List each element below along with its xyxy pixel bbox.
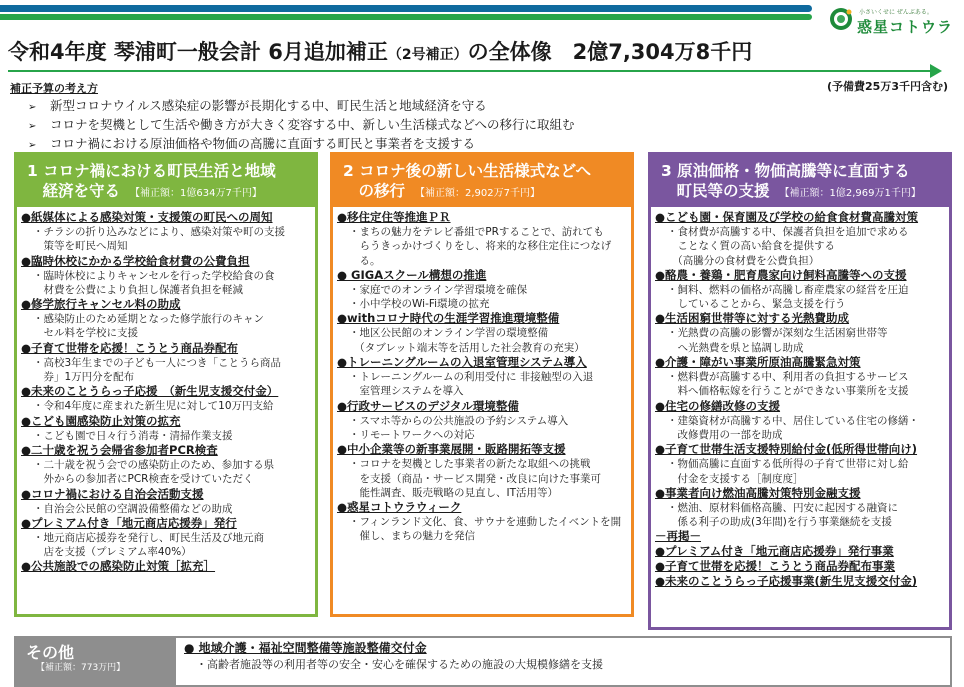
item-detail — [655, 457, 943, 486]
column-amount: 【補正額：1億634万7千円】 — [130, 188, 262, 199]
column-title-line2: 町民等の支援 — [661, 182, 770, 200]
title-paren: （2号補正） — [387, 47, 468, 63]
item-detail-line: ・光熱費の高騰の影響が深刻な生活困窮世帯等 — [667, 327, 888, 340]
column-title-line2: 経済を守る — [27, 182, 121, 200]
other-label-box — [14, 636, 174, 687]
item-heading: ●未来のことうらっ子応援 （新生児支援交付金） — [21, 384, 279, 399]
item-detail-line: ことなく質の高い給食を提供する — [667, 240, 835, 253]
item-detail-line: ・臨時休校によりキャンセルを行った学校給食の食 — [33, 269, 275, 282]
title-main-a: 令和4年度 琴浦町一般会計 6月追加補正 — [8, 40, 388, 64]
item-detail — [21, 312, 309, 341]
item-detail-line: ・自治会公民館の空調設備整備などの助成 — [33, 502, 233, 515]
item-detail-line: ・建築資材が高騰する中、居住している住宅の修繕・ — [667, 414, 919, 427]
item-detail — [21, 429, 309, 443]
item-detail-line: ・二十歳を祝う会での感染防止のため、参加する県 — [33, 458, 275, 471]
item-detail — [655, 414, 943, 443]
item-heading: ●withコロナ時代の生涯学習推進環境整備 — [337, 311, 560, 326]
item-detail-line: ・地区公民館のオンライン学習の環境整備 — [349, 327, 549, 340]
item-heading: ●コロナ禍における自治会活動支援 — [21, 486, 204, 501]
item-detail — [655, 283, 943, 312]
item-detail — [21, 399, 309, 413]
item-detail-line: ・チラシの折り込みなどにより、感染対策や町の支援 — [33, 226, 285, 238]
item-detail — [655, 370, 943, 399]
item-detail-line: ・地元商店応援券を発行し、町民生活及び地元商 — [33, 531, 264, 544]
other-title: その他 — [26, 643, 75, 662]
item-detail-line: していることから、緊急支援を行う — [667, 298, 846, 311]
item-detail-line: ・燃料費が高騰する中、利用者の負担するサービス — [667, 371, 909, 384]
column-title-line1: 2 コロナ後の新しい生活様式などへ — [343, 162, 592, 180]
principle-item: ➢ コロナ禍における原油価格や物価の高騰に直面する町民と事業者を支援する — [28, 135, 575, 154]
item-heading: ●介護・障がい事業所原油高騰緊急対策 — [655, 355, 861, 370]
item-detail-line: ・小中学校のWi-Fi環境の拡充 — [349, 298, 490, 311]
item-detail — [337, 283, 625, 312]
item-detail-line: ・感染防止のため延期となった修学旅行のキャン — [33, 313, 264, 326]
column-title-line2: の移行 — [343, 182, 406, 200]
item-detail-line: （高騰分の食材費を公費負担） — [667, 254, 820, 267]
item-heading: ●生活困窮世帯等に対する光熱費助成 — [655, 311, 850, 326]
item-detail-line: 係る利子の助成(3年間)を行う事業継続を支援 — [667, 516, 892, 529]
item-detail-line: ・こども園で日々行う消毒・清掃作業支援 — [33, 429, 233, 442]
item-detail-line: 催し、まちの魅力を発信 — [349, 530, 475, 543]
item-heading: ●こども園・保育園及び学校の給食食材費高騰対策 — [655, 210, 919, 224]
column-body — [17, 207, 315, 574]
item-heading: ●事業者向け燃油高騰対策特別金融支援 — [655, 485, 861, 500]
item-heading: ●紙媒体による感染対策・支援策の町民への周知 — [21, 210, 273, 224]
principles-list — [28, 97, 575, 154]
item-heading: ●未来のことうらっ子応援事業(新生児支援交付金) — [655, 574, 918, 589]
column-1 — [14, 152, 318, 617]
item-heading: －再掲－ — [655, 529, 701, 544]
top-bar-green — [0, 14, 812, 20]
item-detail-line: 室管理システムを導入 — [349, 385, 464, 398]
item-detail — [21, 225, 309, 254]
item-detail — [21, 502, 309, 516]
item-detail — [337, 370, 625, 399]
item-detail — [337, 414, 625, 443]
item-detail-line: 策等を町民へ周知 — [33, 240, 128, 253]
item-detail-line: ・リモートワークへの対応 — [349, 428, 475, 441]
item-detail — [21, 269, 309, 298]
triangle-right-icon: ➢ — [28, 121, 37, 132]
item-detail-line: らうきっかけづくりをし、将来的な移住定住につなげ — [349, 240, 612, 253]
item-detail-line: ・物価高騰に直面する低所得の子育て世帯に対し給 — [667, 458, 909, 471]
item-heading: ●惑星コトウラウィーク — [337, 500, 462, 515]
item-detail — [337, 225, 625, 268]
item-detail-line: （タブレット端末等を活用した社会教育の充実） — [349, 341, 585, 354]
item-heading: ●移住定住等推進ＰＲ — [337, 210, 451, 224]
item-heading: ●子育て世帯を応援！こうとう商品券配布 — [21, 340, 239, 355]
item-detail — [655, 326, 943, 355]
item-detail-line: を支援（商品・サービス開発・改良に向けた事業可 — [349, 472, 601, 485]
column-title-line1: 3 原油価格・物価高騰等に直面する — [661, 162, 910, 180]
item-detail — [337, 326, 625, 355]
item-heading: ●プレミアム付き「地元商店応援券」発行事業 — [655, 544, 894, 559]
other-item-heading: ● 地域介護・福祉空間整備等施設整備交付金 — [184, 641, 427, 655]
item-detail-line: ・まちの魅力をテレビ番組でPRすることで、訪れても — [349, 226, 604, 238]
item-detail-line: ・高校3年生までの子ども一人につき「ことうら商品 — [33, 356, 281, 369]
item-heading: ●修学旅行キャンセル料の助成 — [21, 297, 181, 312]
other-amount: 【補正額：773万円】 — [36, 663, 126, 673]
item-detail — [655, 225, 943, 268]
title-arrow-line — [8, 70, 934, 72]
column-3 — [648, 152, 952, 630]
principle-item: ➢ 新型コロナウイルス感染症の影響が長期化する中、町民生活と地域経済を守る — [28, 97, 575, 116]
column-header — [651, 155, 949, 207]
item-detail — [21, 356, 309, 385]
item-detail-line: る。 — [349, 254, 381, 267]
item-heading: ●子育て世帯生活支援特別給付金(低所得世帯向け) — [655, 442, 918, 457]
item-heading: ●臨時休校にかかる学校給食材費の公費負担 — [21, 253, 250, 268]
item-detail-line: 材費を公費により負担し保護者負担を軽減 — [33, 283, 243, 296]
item-detail-line: ・スマホ等からの公共施設の予約システム導入 — [349, 414, 569, 427]
item-heading: ●中小企業等の新事業展開・販路開拓等支援 — [337, 442, 566, 457]
item-detail-line: ・食材費が高騰する中、保護者負担を追加で求める — [667, 226, 909, 238]
item-detail-line: ・トレーニングルームの利用受付に 非接触型の入退 — [349, 371, 594, 384]
item-detail-line: ・コロナを契機とした事業者の新たな取組への挑戦 — [349, 458, 591, 471]
item-detail-line: ・令和4年度に産まれた新生児に対して10万円支給 — [33, 400, 274, 413]
column-title-line1: 1 コロナ禍における町民生活と地域 — [27, 162, 276, 180]
principle-item: ➢ コロナを契機として生活や働き方が大きく変容する中、新しい生活様式などへの移行に取組む — [28, 116, 575, 135]
item-heading: ●公共施設での感染防止対策［拡充］ — [21, 559, 216, 574]
item-detail — [21, 458, 309, 487]
item-detail-line: 店を支援（プレミアム率40%） — [33, 546, 192, 559]
item-detail-line: ・燃油、原材料価格高騰、円安に起因する融資に — [667, 501, 898, 514]
reserve-note: (予備費25万3千円含む) — [826, 80, 948, 93]
logo-name: 惑星コトウラ — [857, 18, 954, 36]
arrow-right-icon — [930, 64, 942, 78]
item-detail-line: へ光熱費を県と協調し助成 — [667, 341, 804, 354]
item-detail-line: 付金を支援する［制度度］ — [667, 472, 804, 485]
top-bar-blue — [0, 5, 812, 12]
column-amount: 【補正額：2,902万7千円】 — [415, 188, 541, 199]
column-header — [333, 155, 631, 207]
title-main-b: の全体像 2億7,304万8千円 — [467, 40, 753, 64]
item-detail-line: 券」1万円分を配布 — [33, 371, 135, 384]
column-body — [651, 207, 949, 589]
item-detail — [337, 457, 625, 500]
item-heading: ●プレミアム付き「地元商店応援券」発行 — [21, 515, 237, 530]
subheading: 補正予算の考え方 — [10, 82, 98, 95]
item-heading: ●子育て世帯を応援！こうとう商品券配布事業 — [655, 559, 896, 574]
item-heading: ●酪農・養鶏・肥育農家向け飼料高騰等への支援 — [655, 267, 907, 282]
item-detail-line: 外からの参加者にPCR検査を受けていただく — [33, 473, 254, 486]
item-detail — [21, 531, 309, 560]
column-body — [333, 207, 631, 544]
item-detail-line: 料へ価格転嫁を行うことができない事業所を支援 — [667, 385, 909, 398]
planet-logo-icon — [828, 6, 854, 32]
logo-tagline: 小さいくせに ぜんぶある。 — [859, 9, 933, 16]
item-heading: ●住宅の修繕改修の支援 — [655, 398, 781, 413]
other-item-detail: ・高齢者施設等の利用者等の安全・安心を確保するための施設の大規模修繕を支援 — [196, 658, 603, 671]
item-heading: ● GIGAスクール構想の推進 — [337, 267, 487, 282]
item-detail — [655, 501, 943, 530]
item-detail-line: 改修費用の一部を助成 — [667, 428, 783, 441]
item-detail-line: 能性調査、販売戦略の見直し、IT活用等） — [349, 486, 559, 499]
item-heading: ●こども園感染防止対策の拡充 — [21, 413, 181, 428]
column-amount: 【補正額：1億2,969万1千円】 — [779, 188, 921, 199]
column-2 — [330, 152, 634, 617]
triangle-right-icon: ➢ — [28, 140, 37, 151]
item-detail-line: ・フィンランド文化、食、サウナを連動したイベントを開 — [349, 516, 622, 529]
item-detail-line: セル料を学校に支援 — [33, 327, 138, 340]
page-title — [8, 36, 958, 66]
item-detail-line: ・飼料、燃料の価格が高騰し畜産農家の経営を圧迫 — [667, 283, 909, 296]
item-heading: ●二十歳を祝う会帰省参加者PCR検査 — [21, 442, 218, 457]
other-body — [174, 636, 952, 687]
item-detail-line: ・家庭でのオンライン学習環境を確保 — [349, 283, 528, 296]
triangle-right-icon: ➢ — [28, 102, 37, 113]
column-header — [17, 155, 315, 207]
item-heading: ●トレーニングルームの入退室管理システム導入 — [337, 355, 587, 370]
item-heading: ●行政サービスのデジタル環境整備 — [337, 398, 519, 413]
item-detail — [337, 515, 625, 544]
